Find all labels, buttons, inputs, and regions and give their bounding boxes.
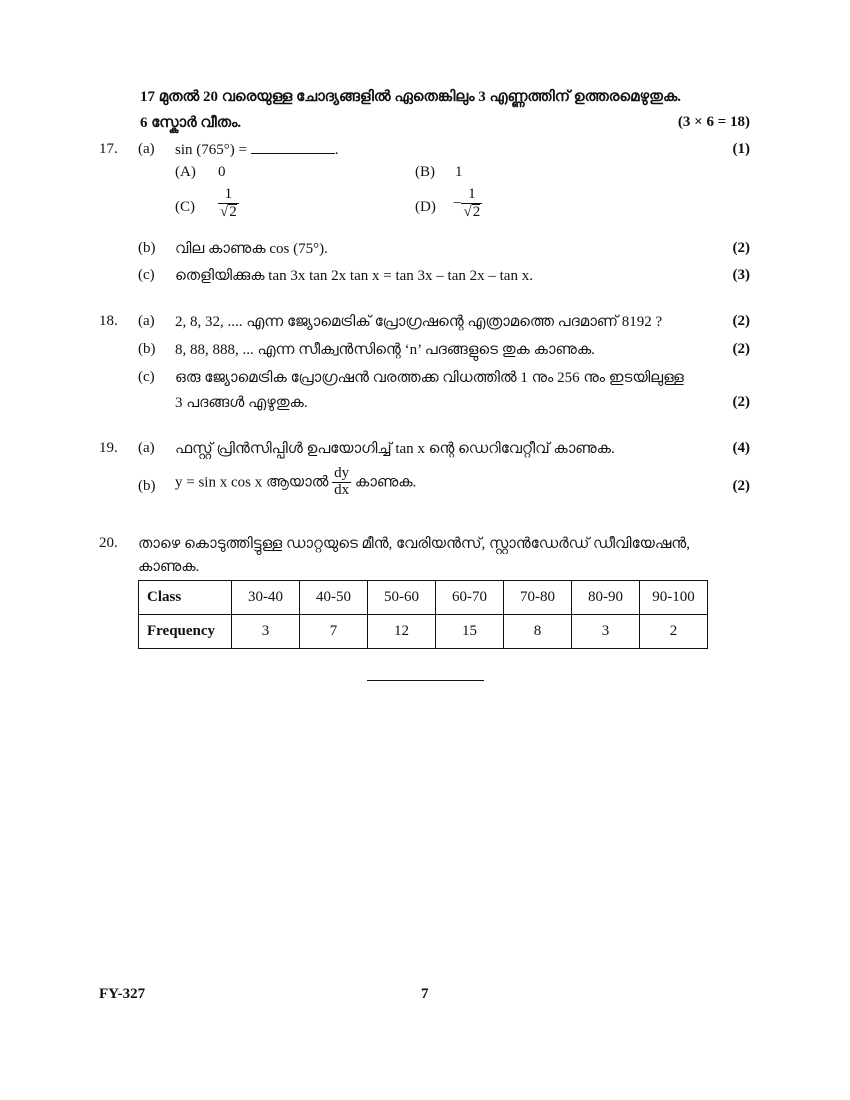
option-d-fraction: − $\frac{1}{√2}$ — [453, 186, 481, 220]
option-d-numerator: 1 — [468, 186, 476, 202]
q17b-text: വില കാണുക cos (75°). — [175, 241, 328, 257]
q19a-text: ഫസ്റ്റ് പ്രിൻസിപ്പിൾ ഉപയോഗിച്ച് tan x ന്റെ ഡെറിവേറ്റീവ് കാണുക. — [175, 441, 615, 457]
q17b-marks: (2) — [732, 240, 750, 256]
option-c-numerator: 1 — [224, 186, 233, 202]
option-d-label: (D) — [415, 199, 436, 215]
class-cell: 70-80 — [504, 581, 572, 615]
frequency-table — [138, 580, 708, 649]
class-cell: 30-40 — [232, 581, 300, 615]
frequency-cell: 3 — [232, 615, 300, 649]
q18b-marks: (2) — [732, 341, 750, 357]
section-total: (3 × 6 = 18) — [677, 114, 750, 130]
page-number: 7 — [421, 986, 429, 1002]
row-header-frequency: Frequency — [139, 615, 232, 649]
table-row — [139, 615, 708, 649]
q18c-line1: ഒരു ജ്യോമെട്രിക പ്രോഗ്രഷൻ വരത്തക്ക വിധത്തിൽ 1 നും 256 നും ഇടയിലുള്ള — [175, 370, 684, 386]
end-rule — [367, 680, 484, 681]
q17c-marks: (3) — [732, 267, 750, 283]
q19b-suffix: കാണുക. — [354, 474, 417, 491]
q17a-label: (a) — [138, 141, 155, 157]
frequency-cell: 2 — [640, 615, 708, 649]
q19b-text — [175, 466, 416, 499]
q17a-prefix: sin (765°) = — [175, 142, 247, 158]
q19a-marks: (4) — [732, 440, 750, 456]
q17a-marks: (1) — [732, 141, 750, 157]
q20-line2: കാണുക. — [138, 559, 200, 575]
question-number-17: 17. — [99, 141, 118, 157]
class-cell: 50-60 — [368, 581, 436, 615]
q19b-numerator: dy — [334, 465, 350, 481]
frequency-cell: 15 — [436, 615, 504, 649]
q18a-marks: (2) — [732, 313, 750, 329]
option-d-sign: − — [453, 195, 462, 212]
class-cell: 60-70 — [436, 581, 504, 615]
q18b-label: (b) — [138, 341, 156, 357]
option-c-fraction: $\frac{1}{√2}$ — [220, 186, 237, 220]
frequency-cell: 12 — [368, 615, 436, 649]
q17c-label: (c) — [138, 267, 155, 283]
footer-code: FY-327 — [99, 986, 146, 1002]
section-instruction: 17 മുതൽ 20 വരെയുള്ള ചോദ്യങ്ങളിൽ ഏതെങ്കിലും 3 എണ്ണത്തിന് ഉത്തരമെഴുതുക. — [140, 89, 682, 105]
q17a-text — [175, 141, 338, 159]
q20-line1: താഴെ കൊടുത്തിട്ടുള്ള ഡാറ്റയുടെ മീൻ, വേരിയൻസ്, സ്റ്റാൻഡേർഡ് ഡീവിയേഷൻ, — [138, 536, 690, 552]
option-d-denominator: 2 — [472, 203, 481, 220]
option-b-label: (B) — [415, 164, 435, 180]
q19b-label: (b) — [138, 478, 156, 494]
q19b-prefix: y = sin x cos x ആയാൽ — [175, 474, 329, 491]
table-row — [139, 581, 708, 615]
question-number-19: 19. — [99, 440, 118, 456]
q18c-label: (c) — [138, 369, 155, 385]
q18c-line2: 3 പദങ്ങൾ എഴുതുക. — [175, 395, 308, 411]
frequency-cell: 7 — [300, 615, 368, 649]
class-cell: 40-50 — [300, 581, 368, 615]
option-a-label: (A) — [175, 164, 196, 180]
question-number-20: 20. — [99, 535, 118, 551]
q18a-text: 2, 8, 32, .... എന്ന ജ്യോമെട്രിക് പ്രോഗ്രഷന്റെ എത്രാമത്തെ പദമാണ് 8192 ? — [175, 314, 663, 330]
score-note: 6 സ്കോർ വീതം. — [140, 115, 242, 131]
option-b-value: 1 — [455, 164, 463, 180]
frequency-cell: 3 — [572, 615, 640, 649]
q18b-text: 8, 88, 888, ... എന്ന സീക്വൻസിന്റെ ‘n’ പദങ്ങളുടെ തുക കാണുക. — [175, 342, 595, 358]
option-c-label: (C) — [175, 199, 195, 215]
q19b-denominator: dx — [334, 481, 350, 498]
option-a-value: 0 — [218, 164, 226, 180]
class-cell: 90-100 — [640, 581, 708, 615]
frequency-cell: 8 — [504, 615, 572, 649]
q19b-marks: (2) — [732, 478, 750, 494]
class-cell: 80-90 — [572, 581, 640, 615]
question-number-18: 18. — [99, 313, 118, 329]
option-c-denominator: 2 — [229, 203, 237, 220]
q17c-text: തെളിയിക്കുക tan 3x tan 2x tan x = tan 3x – tan 2x – tan x. — [175, 268, 533, 284]
row-header-class: Class — [139, 581, 232, 615]
q17a-suffix: . — [334, 142, 339, 158]
q18a-label: (a) — [138, 313, 155, 329]
answer-blank — [251, 141, 335, 154]
q19a-label: (a) — [138, 440, 155, 456]
q18c-marks: (2) — [732, 394, 750, 410]
q17b-label: (b) — [138, 240, 156, 256]
